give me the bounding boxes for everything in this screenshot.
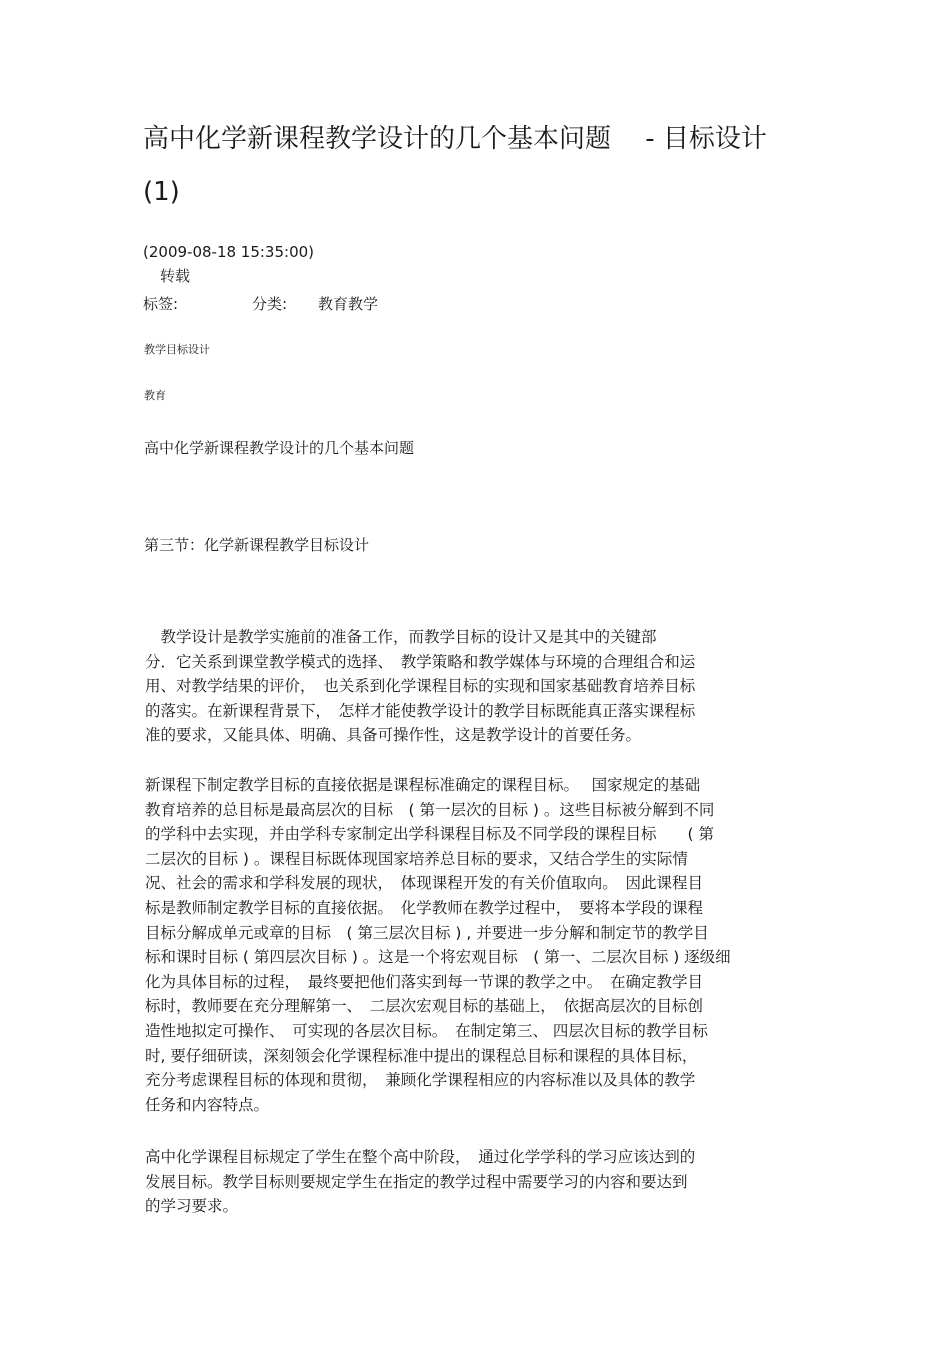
paragraph-line: 教育培养的总目标是最高层次的目标 ( 第一层次的目标 ) 。这些目标被分解到不同 xyxy=(145,800,715,819)
paragraph-line: 造性地拟定可操作、 可实现的各层次目标。 在制定第三、 四层次目标的教学目标 xyxy=(145,1021,708,1040)
paragraph-line: 的学科中去实现，并由学科专家制定出学科课程目标及不同学段的课程目标 ( 第 xyxy=(145,825,714,844)
paragraph-3 xyxy=(145,1145,815,1219)
paragraph-line: 的学习要求。 xyxy=(145,1197,239,1216)
section-heading: 第三节：化学新课程教学目标设计 xyxy=(144,536,370,554)
tag-item: 教学目标设计 xyxy=(144,343,210,356)
paragraph-line: 的落实。在新课程背景下， 怎样才能使教学设计的教学目标既能真正落实课程标 xyxy=(145,701,696,720)
paragraph-line: 标是教师制定教学目标的直接依据。 化学教师在教学过程中， 要将本学段的课程 xyxy=(145,898,704,917)
post-datetime: (2009-08-18 15:35:00) xyxy=(143,243,315,261)
paragraph-line: 教学设计是教学实施前的准备工作，而教学目标的设计又是其中的关键部 xyxy=(145,628,657,646)
document-title-line-1: 高中化学新课程教学设计的几个基本问题 - 目标设计 xyxy=(143,124,767,154)
paragraph-line: 化为具体目标的过程， 最终要把他们落实到每一节课的教学之中。 在确定教学目 xyxy=(145,972,704,991)
paragraph-line: 况、社会的需求和学科发展的现状， 体现课程开发的有关价值取向。 因此课程目 xyxy=(145,874,704,893)
repost-label: 转载 xyxy=(160,267,191,285)
paragraph-line: 发展目标。教学目标则要规定学生在指定的教学过程中需要学习的内容和要达到 xyxy=(145,1172,688,1191)
paragraph-line: 新课程下制定教学目标的直接依据是课程标准确定的课程目标。 国家规定的基础 xyxy=(145,776,701,794)
paragraph-line: 高中化学课程目标规定了学生在整个高中阶段， 通过化学学科的学习应该达到的 xyxy=(145,1148,696,1166)
category-label: 分类: xyxy=(252,295,288,313)
paragraph-line: 任务和内容特点。 xyxy=(145,1095,270,1114)
tag-item: 教育 xyxy=(144,389,166,402)
paragraph-line: 标和课时目标 ( 第四层次目标 ) 。这是一个将宏观目标 ( 第一、二层次目标 ) 逐级细 xyxy=(145,948,731,967)
paragraph-line: 时, 要仔细研读，深刻领会化学课程标准中提出的课程总目标和课程的具体目标， xyxy=(145,1046,698,1065)
paragraph-line: 分．它关系到课堂教学模式的选择、 教学策略和教学媒体与环境的合理组合和运 xyxy=(145,652,696,671)
paragraph-line: 准的要求，又能具体、明确、具备可操作性，这是教学设计的首要任务。 xyxy=(145,726,642,745)
paragraph-line: 标时，教师要在充分理解第一、 二层次宏观目标的基础上， 依据高层次的目标创 xyxy=(145,997,704,1016)
document-title-line-2: (1) xyxy=(143,177,180,207)
paragraph-1 xyxy=(145,625,815,748)
paragraph-line: 充分考虑课程目标的体现和贯彻， 兼顾化学课程相应的内容标准以及具体的教学 xyxy=(145,1071,696,1090)
paragraph-line: 二层次的目标 ) 。课程目标既体现国家培养总目标的要求，又结合学生的实际情 xyxy=(145,849,688,868)
category-value: 教育教学 xyxy=(318,295,379,313)
tags-label: 标签: xyxy=(143,295,179,313)
paragraph-line: 用、对教学结果的评价， 也关系到化学课程目标的实现和国家基础教育培养目标 xyxy=(145,677,696,696)
article-subtitle: 高中化学新课程教学设计的几个基本问题 xyxy=(144,439,415,457)
paragraph-line: 目标分解成单元或章的目标 ( 第三层次目标 ) , 并要进一步分解和制定节的教学目 xyxy=(145,923,709,942)
paragraph-2 xyxy=(145,773,815,1117)
